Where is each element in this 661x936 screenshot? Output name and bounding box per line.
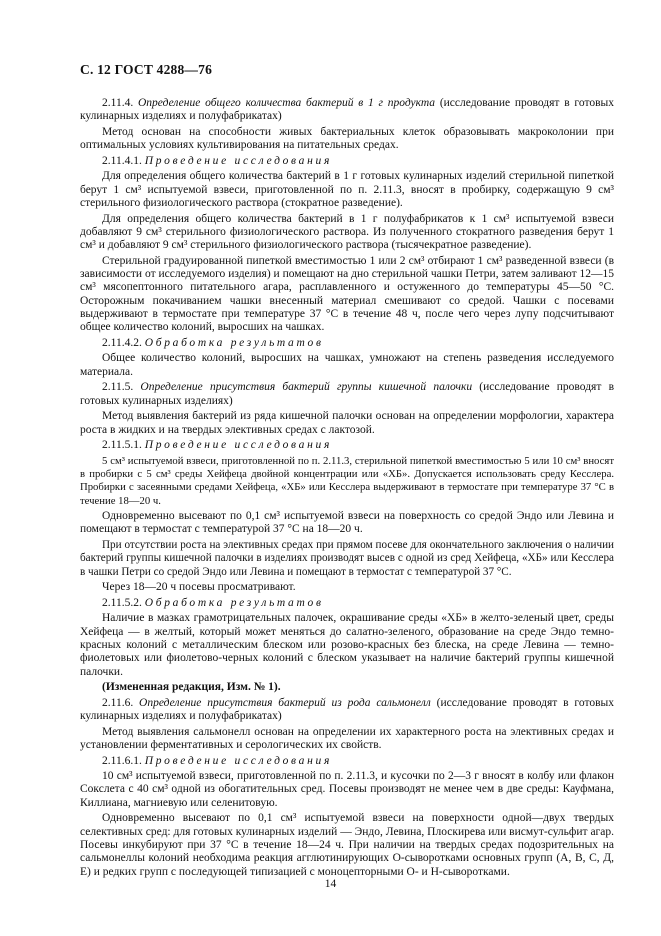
paragraph: Наличие в мазках грамотрицательных палочек, окрашивание среды «ХБ» в желто-зеленый цвет, среды Хейфеца — в желтый, который может меняться до салатно-зеленого, образование на среде Эндо темно-красных колоний с металлическим блеском или розово-красных без блеска, на среде Левина — темно-фиолетовых или фиолетово-черных колоний с блеском указывает на наличие бактерий группы кишечной палочки.	[80, 612, 614, 678]
paragraph: Для определения общего количества бактерий в 1 г готовых кулинарных изделий стерильной пипеткой берут 1 см³ испытуемой взвеси, приготовленной по п. 2.11.3, вносят в пробирку, содержащую 9 см³ стерильного физиологического раствора (стократное разведение).	[80, 170, 614, 209]
subsection-2-11-4-2	[80, 337, 614, 350]
paragraph: Метод выявления бактерий из ряда кишечной палочки основан на определении морфологии, характера роста в жидких и на твердых элективных средах с лактозой.	[80, 410, 614, 436]
paragraph: При отсутствии роста на элективных средах при прямом посеве для окончательного заключения о наличии бактерий группы кишечной палочки в изделиях производят высев с одной из сред Хейфеца, «ХБ» или Кесслера в чашки Петри со средой Эндо или Левина и помещают в термостат с температурой 37 °С.	[80, 539, 614, 578]
subsection-heading: Обработка результатов	[144, 596, 324, 609]
section-number: 2.11.5.	[102, 381, 134, 394]
section-number: 2.11.4.	[102, 97, 134, 109]
section-text: (исследование проводят в готовых кулинарных изделиях и полуфабрикатах)	[80, 696, 614, 723]
document-body	[80, 97, 614, 881]
page-number: 14	[324, 878, 337, 890]
paragraph: Метод основан на способности живых бактериальных клеток образовывать макроколонии при оптимальных условиях культивирования на питательных средах.	[80, 125, 614, 152]
section-2-11-6	[80, 697, 614, 724]
section-title: Определение присутствия бактерий группы кишечной палочки	[140, 381, 473, 394]
subsection-heading: Проведение исследования	[144, 439, 333, 452]
paragraph: Для определения общего количества бактерий в 1 г полуфабрикатов к 1 см³ испытуемой взвеси добавляют 9 см³ стерильного физиологического раствора. Из полученного стократного разведения берут 1 см³ и добавляют 9 см³ стерильного физиологического раствора (тысячекратное разведение).	[80, 212, 614, 252]
section-2-11-4	[80, 97, 614, 124]
subsection-2-11-6-1	[80, 755, 614, 768]
paragraph: Стерильной градуированной пипеткой вместимостью 1 или 2 см³ отбирают 1 см³ разведенной взвеси (в зависимости от исследуемого изделия) и помещают на дно стерильной чашки Петри, затем заливают 12—15 см³ мясопептонного питательного агара, расплавленного и остуженного до температуры 45—50 °С. Осторожным покачиванием чашки внесенный материал смешивают со средой. Чашки с посевами выдерживают в термостате при температуре 37 °С в течение 48 ч, после чего через лупу подсчитывают общее количество колоний, выросших на чашках.	[80, 254, 614, 334]
subsection-2-11-4-1	[80, 155, 614, 168]
subsection-2-11-5-2	[80, 597, 614, 610]
section-2-11-5	[80, 381, 614, 408]
section-number: 2.11.6.1.	[102, 754, 142, 767]
section-number: 2.11.5.2.	[102, 596, 142, 609]
section-number: 2.11.4.2.	[102, 336, 142, 349]
section-number: 2.11.5.1.	[102, 439, 142, 452]
paragraph: Общее количество колоний, выросших на чашках, умножают на степень разведения исследуемого материала.	[80, 352, 614, 378]
amendment-note: (Измененная редакция, Изм. № 1).	[102, 681, 281, 694]
section-title: Определение общего количества бактерий в 1 г продукта	[137, 97, 436, 109]
page-header: С. 12 ГОСТ 4288—76	[80, 62, 213, 77]
section-text: (исследование проводят в готовых кулинарных изделиях)	[80, 381, 614, 407]
subsection-2-11-5-1	[80, 439, 614, 452]
paragraph: Одновременно высевают по 0,1 см³ испытуемой взвеси на поверхности одной—двух твердых селективных сред: для готовых кулинарных изделий — Эндо, Левина, Плоскирева или висмут-сульфит агар. Посевы инкубируют при 37 °С в течение 18—24 ч. При наличии на твердых средах подозрительных на сальмонеллы колоний необходима реакция агглютинирующих О-сыворотками основных групп (А, В, С, Д, Е) и редких групп с последующей типизацией с моноцепторными О- и Н-сыворотками.	[80, 812, 614, 878]
section-title: Определение присутствия бактерий из рода сальмонелл	[139, 696, 431, 709]
paragraph: 5 см³ испытуемой взвеси, приготовленной по п. 2.11.3, стерильной пипеткой вместимостью 5 или 10 см³ вносят в пробирки с 5 см³ среды Хейфеца двойной концентрации или «ХБ». Допускается использовать среду Кесслера. Пробирки с засеянными средами Хейфеца, «ХБ» или Кесслера выдерживают в термостате при температуре 37 °С в течение 18—20 ч.	[80, 454, 614, 507]
paragraph: Через 18—20 ч посевы просматривают.	[102, 581, 296, 594]
section-number: 2.11.6.	[102, 696, 134, 709]
subsection-heading: Проведение исследования	[144, 754, 333, 767]
subsection-heading: Проведение исследования	[144, 154, 333, 167]
paragraph: 10 см³ испытуемой взвеси, приготовленной по п. 2.11.3, и кусочки по 2—3 г вносят в колбу или флакон Сокслета с 40 см³ одной из обогатительных сред. Посевы производят не менее чем в две среды: Кауфмана, Киллиана, магниевую или селенитовую.	[80, 770, 614, 809]
section-text: (исследование проводят в готовых кулинарных изделиях и полуфабрикатах)	[80, 97, 614, 123]
paragraph: Метод выявления сальмонелл основан на определении их характерного роста на элективных средах и установлении ферментативных и серологических их свойств.	[80, 725, 614, 751]
subsection-heading: Обработка результатов	[144, 336, 324, 349]
section-number: 2.11.4.1.	[102, 154, 142, 167]
paragraph: Одновременно высевают по 0,1 см³ испытуемой взвеси на поверхность со средой Эндо или Левина и помещают в термостат с температурой 37 °С на 18—20 ч.	[80, 510, 614, 536]
